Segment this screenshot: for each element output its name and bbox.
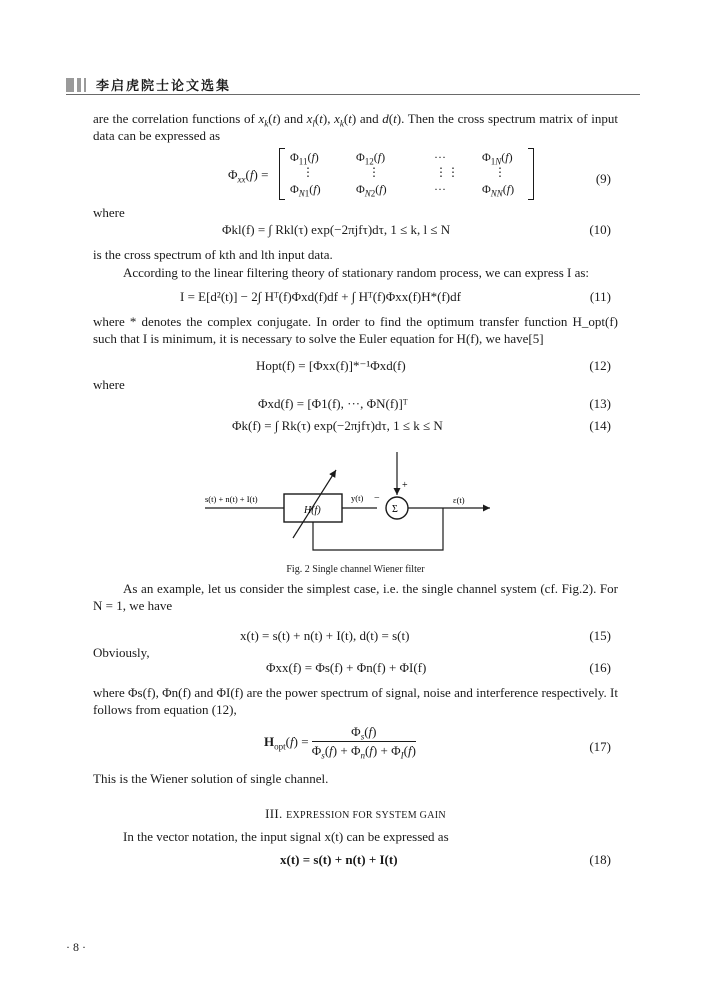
equation-10: Φkl(f) = ∫ Rkl(τ) exp(−2πjfτ)dτ, 1 ≤ k, l ≤ N — [222, 222, 451, 237]
equation-16: Φxx(f) = Φs(f) + Φn(f) + ΦI(f) — [266, 660, 427, 675]
sum-label: Σ — [392, 504, 398, 515]
equation-number-9: (9) — [595, 171, 611, 186]
where-label-1: where — [93, 205, 125, 220]
equation-number-10: (10) — [589, 222, 611, 237]
equation-9-matrix: $\Phi_{xx}(f)$ = $\Phi_{11}(f)$ $\Phi_{12}(f)$ ··· $\Phi_{1N}(f)$ ⋮ ⋮ ⋮⋮ ⋮ $\Phi_{N1}(f)$ $\Phi_{N2}(f)$ ··· $\Phi_{NN}(f)$ — [228, 146, 538, 202]
paragraph-wiener-solution: This is the Wiener solution of single channel. — [93, 771, 329, 786]
equation-12: Hopt(f) = [Φxx(f)]*⁻¹Φxd(f) — [256, 358, 406, 373]
figure-caption: Fig. 2 Single channel Wiener filter — [286, 564, 425, 575]
equation-number-12: (12) — [589, 358, 611, 373]
adaptation-arrow — [293, 470, 336, 538]
section-number: III. — [265, 806, 283, 821]
equation-14: Φk(f) = ∫ Rk(τ) exp(−2πjfτ)dτ, 1 ≤ k ≤ N — [232, 418, 443, 433]
plus-sign: + — [402, 480, 408, 491]
output-label: y(t) — [351, 493, 364, 503]
running-header-title: 李启虎院士论文选集 — [96, 78, 232, 93]
equation-11: I = E[d²(t)] − 2∫ Hᵀ(f)Φxd(f)df + ∫ Hᵀ(f)Φxx(f)H*(f)df — [180, 289, 461, 304]
equation-number-17: (17) — [589, 739, 611, 754]
equation-number-16: (16) — [589, 660, 611, 675]
equation-number-18: (18) — [589, 852, 611, 867]
figure-2-block-diagram — [200, 438, 510, 556]
input-signal-label: s(t) + n(t) + I(t) — [205, 494, 258, 504]
paragraph-vector-notation: In the vector notation, the input signal x(t) can be expressed as — [123, 829, 449, 844]
paragraph-linear-filtering: According to the linear filtering theory of stationary random process, we can express I as: — [123, 265, 590, 280]
equation-17: $H_{opt}(f)$ = $\frac{\Phi_s(f)}{\Phi_s(f) + \Phi_n(f) + \Phi_I(f)}$ — [264, 724, 416, 761]
minus-sign: − — [374, 493, 380, 504]
obviously-label: Obviously, — [93, 645, 150, 660]
filter-label: H(f) — [304, 505, 321, 516]
paragraph-example: As an example, let us consider the simplest case, i.e. the single channel system (cf. Fig.2). For N = 1, we have — [93, 581, 618, 613]
equation-number-13: (13) — [589, 396, 611, 411]
feedback-line — [313, 508, 443, 550]
equation-15: x(t) = s(t) + n(t) + I(t), d(t) = s(t) — [240, 628, 410, 643]
error-label: ε(t) — [453, 495, 465, 505]
equation-number-14: (14) — [589, 418, 611, 433]
equation-13: Φxd(f) = [Φ1(f), ···, ΦN(f)]ᵀ — [258, 396, 408, 411]
paragraph-euler: where * denotes the complex conjugate. In order to find the optimum transfer function H_opt(f) such that I is minimum, it is necessary to solve the Euler equation for H(f), we have[5] — [93, 314, 618, 346]
paragraph-correlation: are the correlation functions of $x_k(t)$ and $x_l(t)$, $x_k(t)$ and d(t). Then the cross spectrum matrix of input data can be expressed as — [93, 111, 618, 143]
equation-18: x(t) = s(t) + n(t) + I(t) — [280, 852, 398, 867]
header-rule — [66, 94, 640, 95]
section-title: EXPRESSION FOR SYSTEM GAIN — [286, 810, 446, 821]
equation-number-11: (11) — [589, 289, 611, 304]
equation-number-15: (15) — [589, 628, 611, 643]
page-number: · 8 · — [66, 940, 86, 954]
section-heading — [93, 806, 618, 822]
where-label-2: where — [93, 377, 125, 392]
paragraph-power-spectrum: where Φs(f), Φn(f) and ΦI(f) are the power spectrum of signal, noise and interference respectively. It follows from equation (12), — [93, 685, 618, 717]
header-decoration — [66, 78, 90, 92]
paragraph-cross-spectrum: is the cross spectrum of kth and lth input data. — [93, 247, 333, 262]
